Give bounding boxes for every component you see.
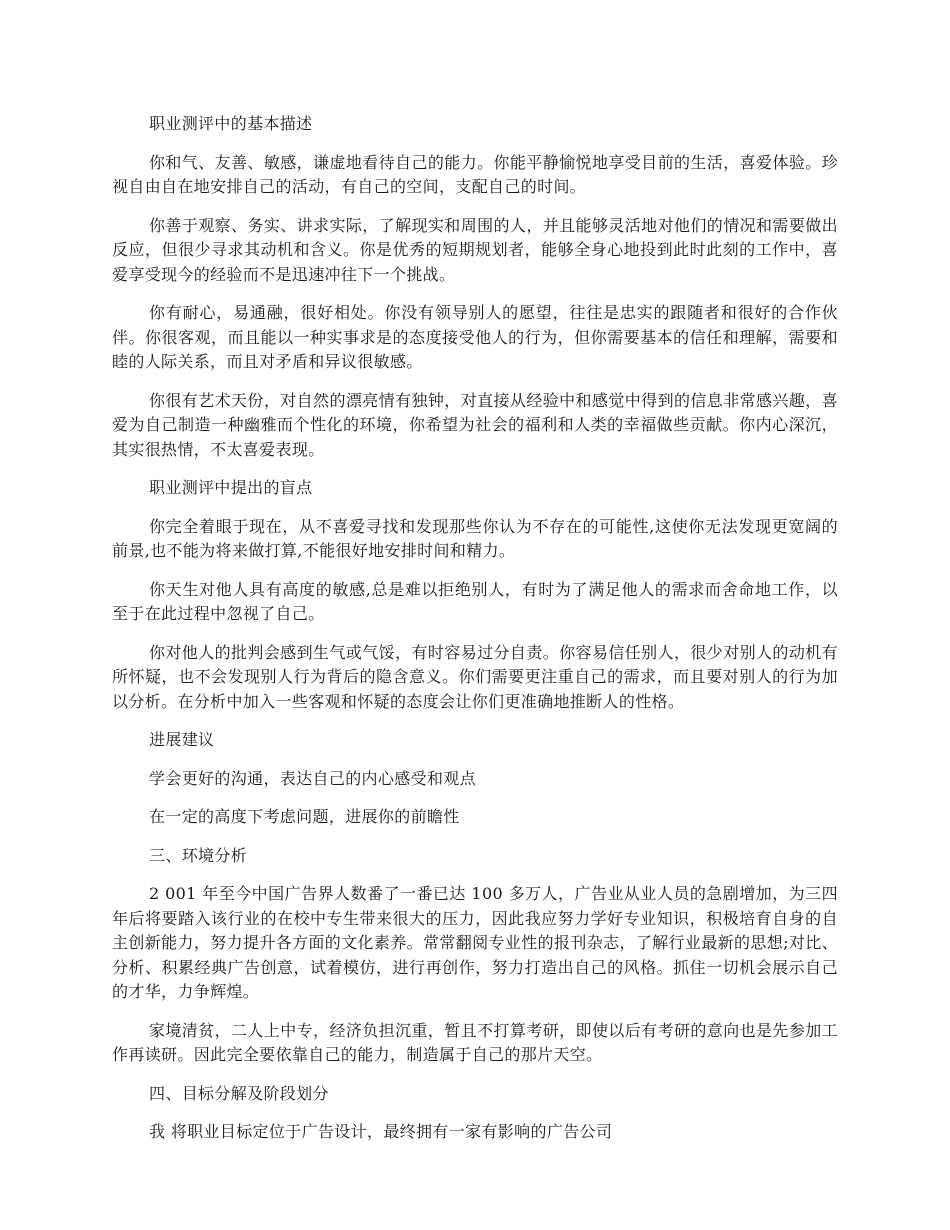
section-heading-goal-breakdown: 四、目标分解及阶段划分 (149, 1083, 329, 1103)
section-heading-basic-description: 职业测评中的基本描述 (149, 114, 313, 133)
paragraph: 你有耐心，易通融，很好相处。你没有领导别人的愿望，往往是忠实的跟随者和很好的合作伙伴。你很客观，而且能以一种实事求是的态度接受他人的行为，但你需要基本的信任和理解，需要和睦的人际关系，而且对矛盾和异议很敏感。 (112, 303, 838, 371)
paragraph: 你很有艺术天份，对自然的漂亮情有独钟，对直接从经验中和感觉中得到的信息非常感兴趣，喜爱为自己制造一种幽雅而个性化的环境，你希望为社会的福利和人类的幸福做些贡献。你内心深沉，其实很热情，不太喜爱表现。 (112, 390, 838, 459)
paragraph: 你善于观察、务实、讲求实际，了解现实和周围的人，并且能够灵活地对他们的情况和需要做出反应，但很少寻求其动机和含义。你是优秀的短期规划者，能够全身心地投到此时此刻的工作中，喜爱享受现今的经验而不是迅速冲往下一个挑战。 (112, 215, 838, 284)
paragraph: 你天生对他人具有高度的敏感,总是难以拒绝别人，有时为了满足他人的需求而舍命地工作，以至于在此过程中忽视了自己。 (112, 579, 838, 623)
document-body (112, 112, 838, 1159)
paragraph: 我 将职业目标定位于广告设计，最终拥有一家有影响的广告公司 (149, 1122, 613, 1141)
paragraph: 在一定的高度下考虑问题，进展你的前瞻性 (149, 807, 460, 826)
paragraph: 你完全着眼于现在，从不喜爱寻找和发现那些你认为不存在的可能性,这使你无法发现更宽阔的前景,也不能为将来做打算,不能很好地安排时间和精力。 (112, 516, 838, 560)
paragraph: 你和气、友善、敏感，谦虚地看待自己的能力。你能平静愉悦地享受目前的生活，喜爱体验。珍视自由自在地安排自己的活动，有自己的空间，支配自己的时间。 (112, 152, 838, 196)
section-heading-development-advice: 进展建议 (149, 730, 215, 749)
paragraph: 2 001 年至今中国广告界人数番了一番已达 100 多万人，广告业从业人员的急剧增加，为三四年后将要踏入该行业的在校中专生带来很大的压力，因此我应努力学好专业知识，积极培育自身的自主创新能力，努力提升各方面的文化素养。常常翻阅专业性的报刊杂志，了解行业最新的思想;对比、分析、积累经典广告创意，试着模仿，进行再创作，努力打造出自己的风格。抓住一切机会展示自己的才华，力争辉煌。 (112, 884, 838, 1001)
section-heading-blind-spots: 职业测评中提出的盲点 (149, 478, 313, 497)
paragraph: 家境清贫，二人上中专，经济负担沉重，暂且不打算考研，即使以后有考研的意向也是先参加工作再读研。因此完全要依靠自己的能力，制造属于自己的那片天空。 (112, 1020, 838, 1064)
paragraph: 学会更好的沟通，表达自己的内心感受和观点 (149, 768, 477, 788)
paragraph: 你对他人的批判会感到生气或气馁，有时容易过分自责。你容易信任别人，很少对别人的动机有所怀疑，也不会发现别人行为背后的隐含意义。你们需要更注重自己的需求，而且要对别人的行为加以分析。在分析中加入一些客观和怀疑的态度会让你们更准确地推断人的性格。 (112, 642, 838, 711)
section-heading-environment-analysis: 三、环境分析 (149, 845, 248, 865)
